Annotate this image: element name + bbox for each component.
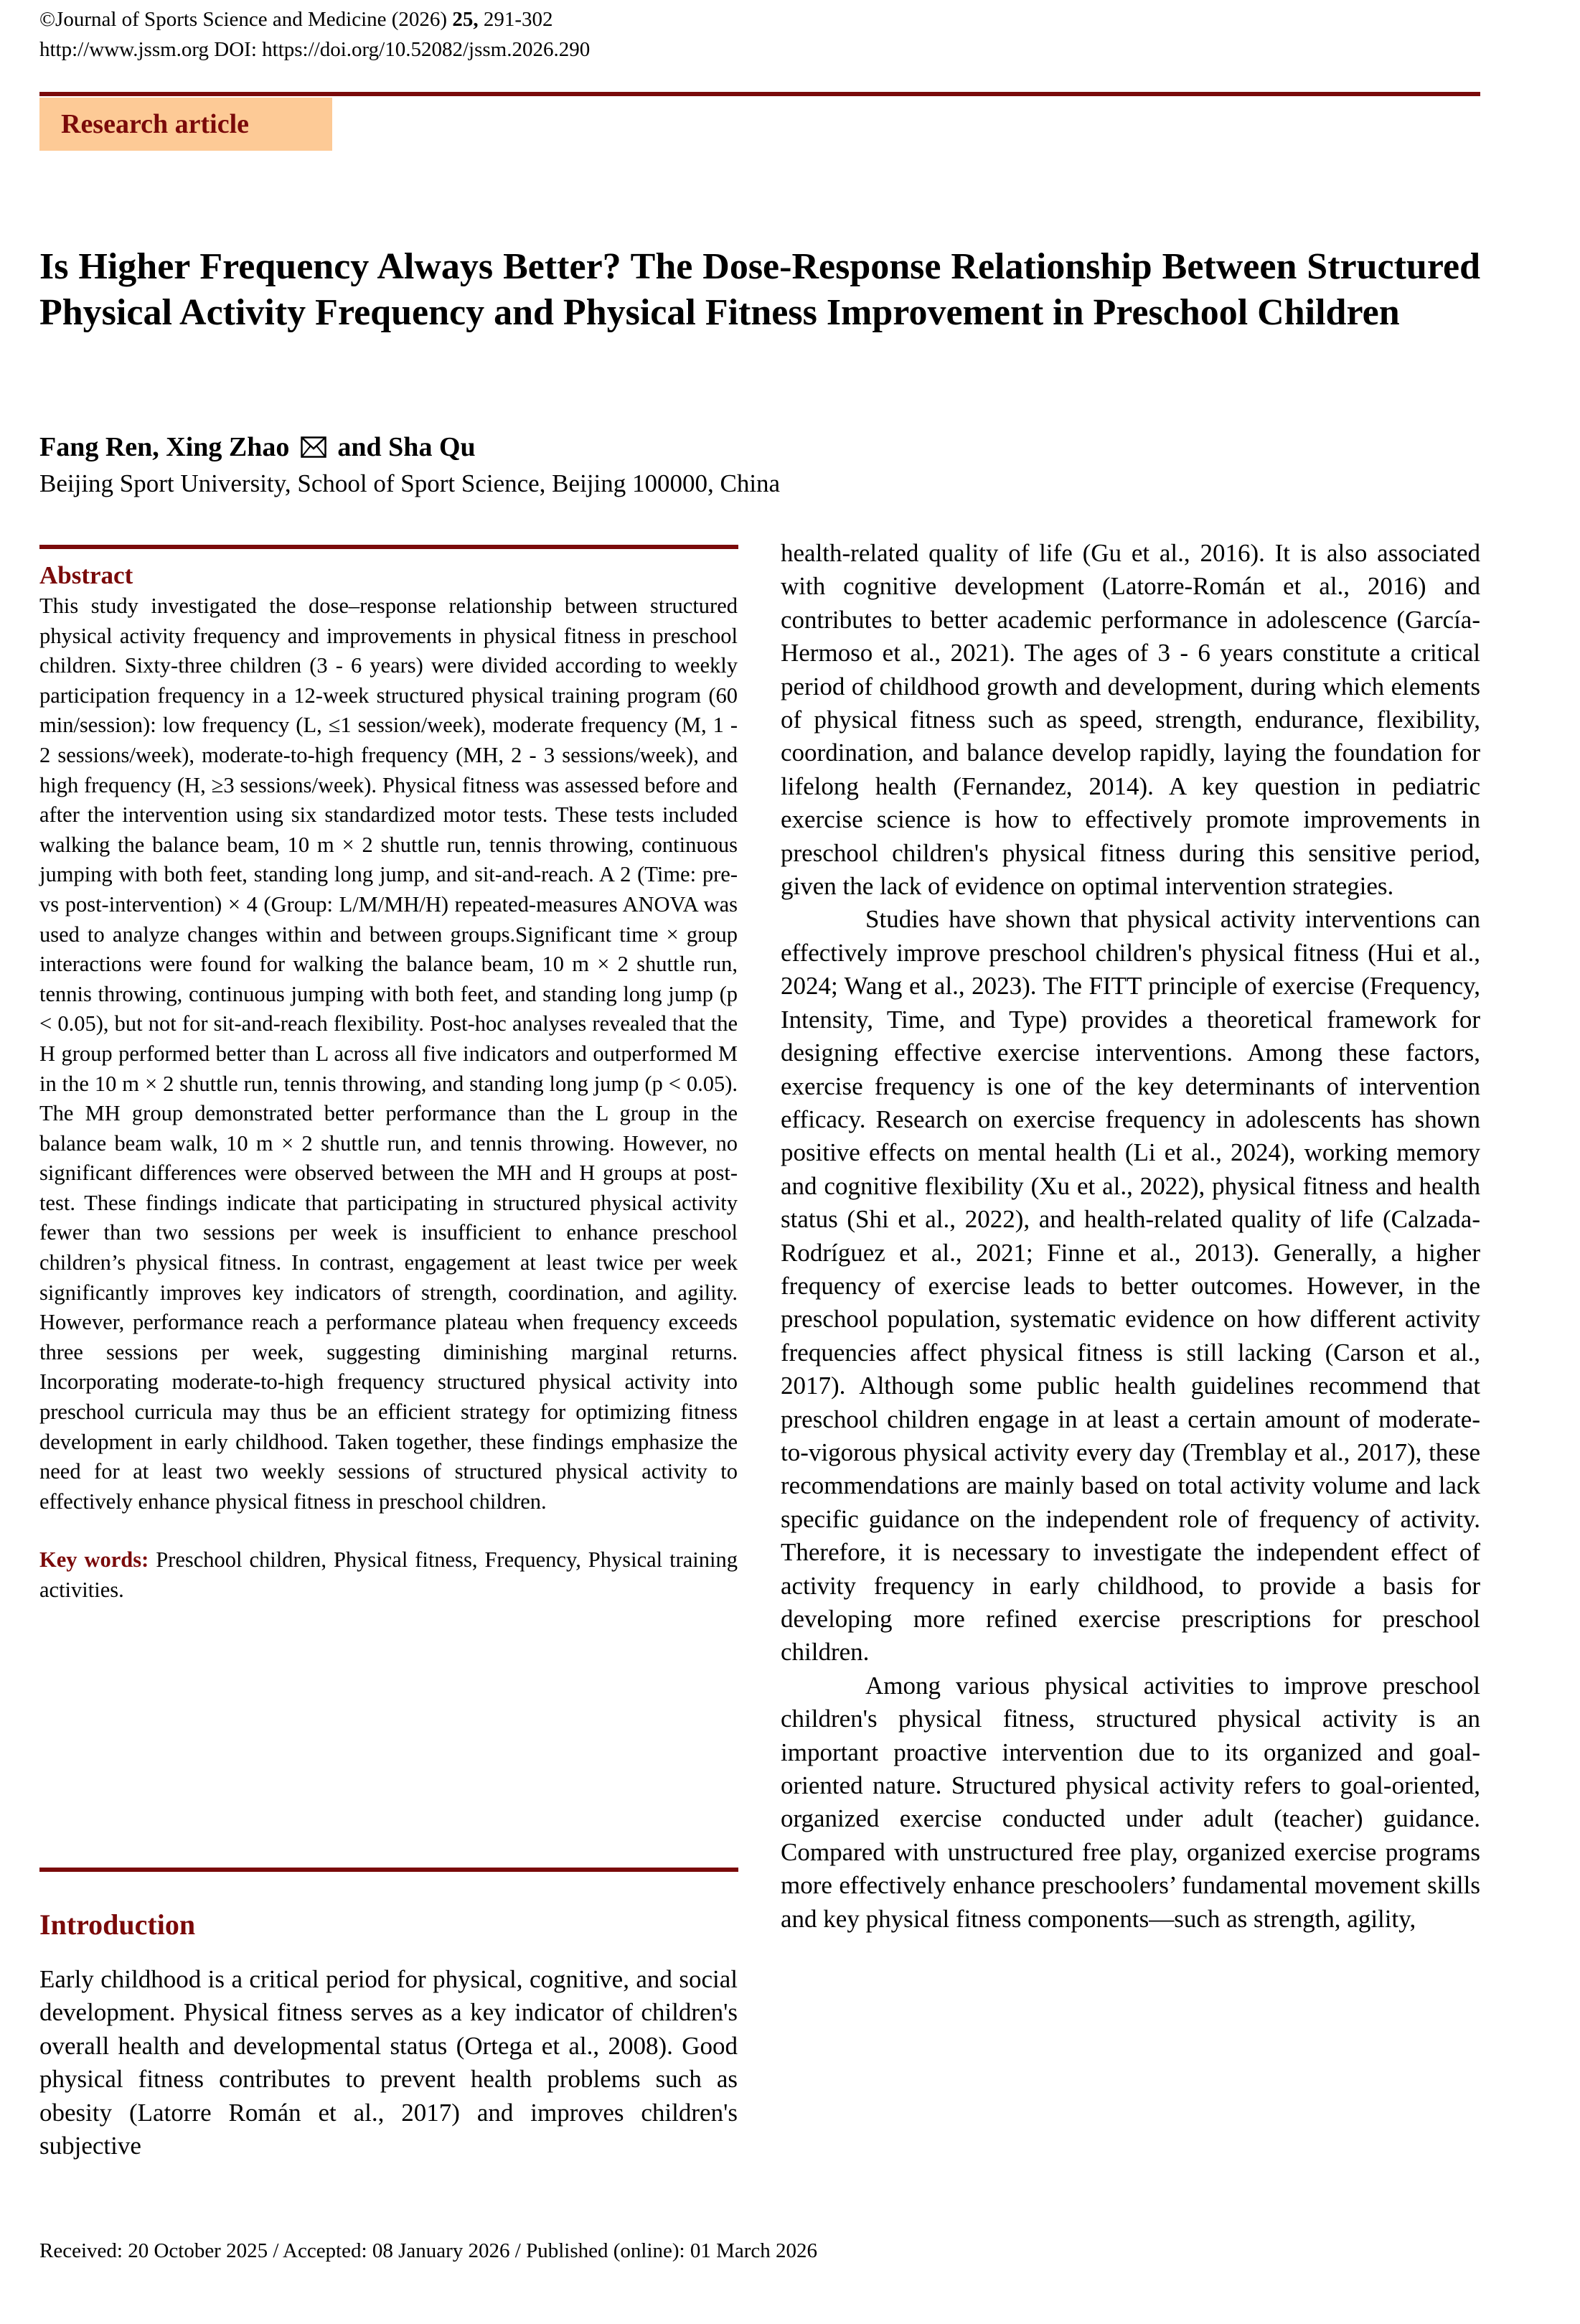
intro-paragraph-continued: health-related quality of life (Gu et al., 2016). It is also associated with cognitive development (Latorre-Román et al., 2016) and contributes to better academic performance in adolescence (García-Hermoso et al., 2021). The ages of 3 - 6 years constitute a critical period of childhood growth and development, during which elements of physical fitness such as speed, strength, endurance, flexibility, coordination, and balance develop rapidly, laying the foundation for lifelong health (Fernandez, 2014). A key question in pediatric exercise science is how to effectively promote improvements in preschool children's physical fitness during this sensitive period, given the lack of evidence on optimal intervention strategies. [781, 539, 1480, 901]
abstract-section [39, 560, 738, 1606]
introduction-right-column [781, 537, 1480, 1936]
abstract-top-rule [39, 545, 738, 549]
authors-part-1: Fang Ren, Xing Zhao [39, 432, 290, 462]
publication-dates: Received: 20 October 2025 / Accepted: 08 January 2026 / Published (online): 01 March 2026 [39, 2239, 818, 2262]
journal-pages: 291-302 [478, 8, 553, 31]
envelope-icon[interactable] [301, 433, 326, 454]
doi-line[interactable]: http://www.jssm.org DOI: https://doi.org/10.52082/jssm.2026.290 [39, 38, 591, 61]
intro-paragraph-2: Studies have shown that physical activity interventions can effectively improve preschool children's physical fitness (Hui et al., 2024; Wang et al., 2023). The FITT principle of exercise (Frequency, Intensity, Time, and Type) provides a theoretical framework for designing effective exercise interventions. Among these factors, exercise frequency is one of the key determinants of intervention efficacy. Research on exercise frequency in adolescents has shown positive effects on mental health (Li et al., 2024), working memory and cognitive flexibility (Xu et al., 2022), physical fitness and health status (Shi et al., 2022), and health-related quality of life (Calzada- Rodríguez et al., 2021; Finne et al., 2013). Generally, a higher frequency of exercise leads to better outcomes. However, in the preschool population, systematic evidence on how different activity frequencies affect physical fitness is still lacking (Carson et al., 2017). Although some public health guidelines recommend that preschool children engage in at least a certain amount of moderate-to-vigorous physical activity every day (Tremblay et al., 2017), these recommendations are mainly based on total activity volume and lack specific guidance on the independent role of frequency of activity. Therefore, it is necessary to investigate the independent effect of activity frequency in early childhood, to provide a basis for developing more refined exercise prescriptions for preschool children. [781, 905, 1480, 1667]
abstract-body: This study investigated the dose–response relationship between structured physical activity frequency and improvements in physical fitness in preschool children. Sixty-three children (3 - 6 years) were divided according to weekly participation frequency in a 12-week structured physical training program (60 min/session): low frequency (L, ≤1 session/week), moderate frequency (M, 1 - 2 sessions/week), moderate-to-high frequency (MH, 2 - 3 sessions/week), and high frequency (H, ≥3 sessions/week). Physical fitness was assessed before and after the intervention using six standardized motor tests. These tests included walking the balance beam, 10 m × 2 shuttle run, tennis throwing, continuous jumping with both feet, standing long jump, and sit-and-reach. A 2 (Time: pre- vs post-intervention) × 4 (Group: L/M/MH/H) repeated-measures ANOVA was used to analyze changes within and between groups.Significant time × group interactions were found for walking the balance beam, 10 m × 2 shuttle run, tennis throwing, continuous jumping with both feet, and standing long jump (p < 0.05), but not for sit-and-reach flexibility. Post-hoc analyses revealed that the H group performed better than L across all five indicators and outperformed M in the 10 m × 2 shuttle run, tennis throwing, and standing long jump (p < 0.05). The MH group demonstrated better performance than the L group in the balance beam walk, 10 m × 2 shuttle run, and tennis throwing. However, no significant differences were observed between the MH and H groups at post-test. These findings indicate that participating in structured physical activity fewer than two sessions per week is insufficient to enhance preschool children’s physical fitness. In contrast, engagement at least twice per week significantly improves key indicators of strength, coordination, and agility. However, performance reach a performance plateau when frequency exceeds three sessions per week, suggesting diminishing marginal returns. Incorporating moderate-to-high frequency structured physical activity into preschool curricula may thus be an efficient strategy for optimizing fitness development in early childhood. Taken together, these findings emphasize the need for at least two weekly sessions of structured physical activity to effectively enhance physical fitness in preschool children. [39, 594, 738, 1514]
keywords-text: Preschool children, Physical fitness, Frequency, Physical training activities. [39, 1547, 738, 1602]
introduction-left-text [39, 1963, 738, 2163]
introduction-heading: Introduction [39, 1908, 196, 1941]
journal-volume: 25, [452, 8, 479, 31]
keywords [39, 1545, 738, 1605]
authors-part-2: and Sha Qu [337, 432, 476, 462]
article-type-badge: Research article [39, 98, 332, 151]
keywords-label: Key words: [39, 1547, 149, 1573]
keywords-bottom-rule [39, 1868, 738, 1872]
header-rule [39, 92, 1480, 96]
intro-paragraph-1: Early childhood is a critical period for physical, cognitive, and social development. Physical fitness serves as a key indicator of children's overall health and developmental status (Ortega et al., 2008). Good physical fitness contributes to prevent health problems such as obesity (Latorre Román et al., 2017) and improves children's subjective [39, 1965, 738, 2160]
journal-name: ©Journal of Sports Science and Medicine (2026) [39, 8, 453, 31]
article-title: Is Higher Frequency Always Better? The Dose-Response Relationship Between Structured Physical Activity Frequency and Physical Fitness Improvement in Preschool Children [39, 246, 1480, 333]
journal-citation [39, 4, 553, 34]
affiliation: Beijing Sport University, School of Sport Science, Beijing 100000, China [39, 469, 781, 497]
author-list [39, 431, 476, 464]
intro-paragraph-3: Among various physical activities to improve preschool children's physical fitness, structured physical activity is an important proactive intervention due to its organized and goal-oriented nature. Structured physical activity refers to goal-oriented, organized exercise conducted under adult (teacher) guidance. Compared with unstructured free play, organized exercise programs more effectively enhance preschoolers’ fundamental movement skills and key physical fitness components—such as strength, agility, [781, 1671, 1480, 1933]
abstract-heading: Abstract [39, 561, 133, 589]
